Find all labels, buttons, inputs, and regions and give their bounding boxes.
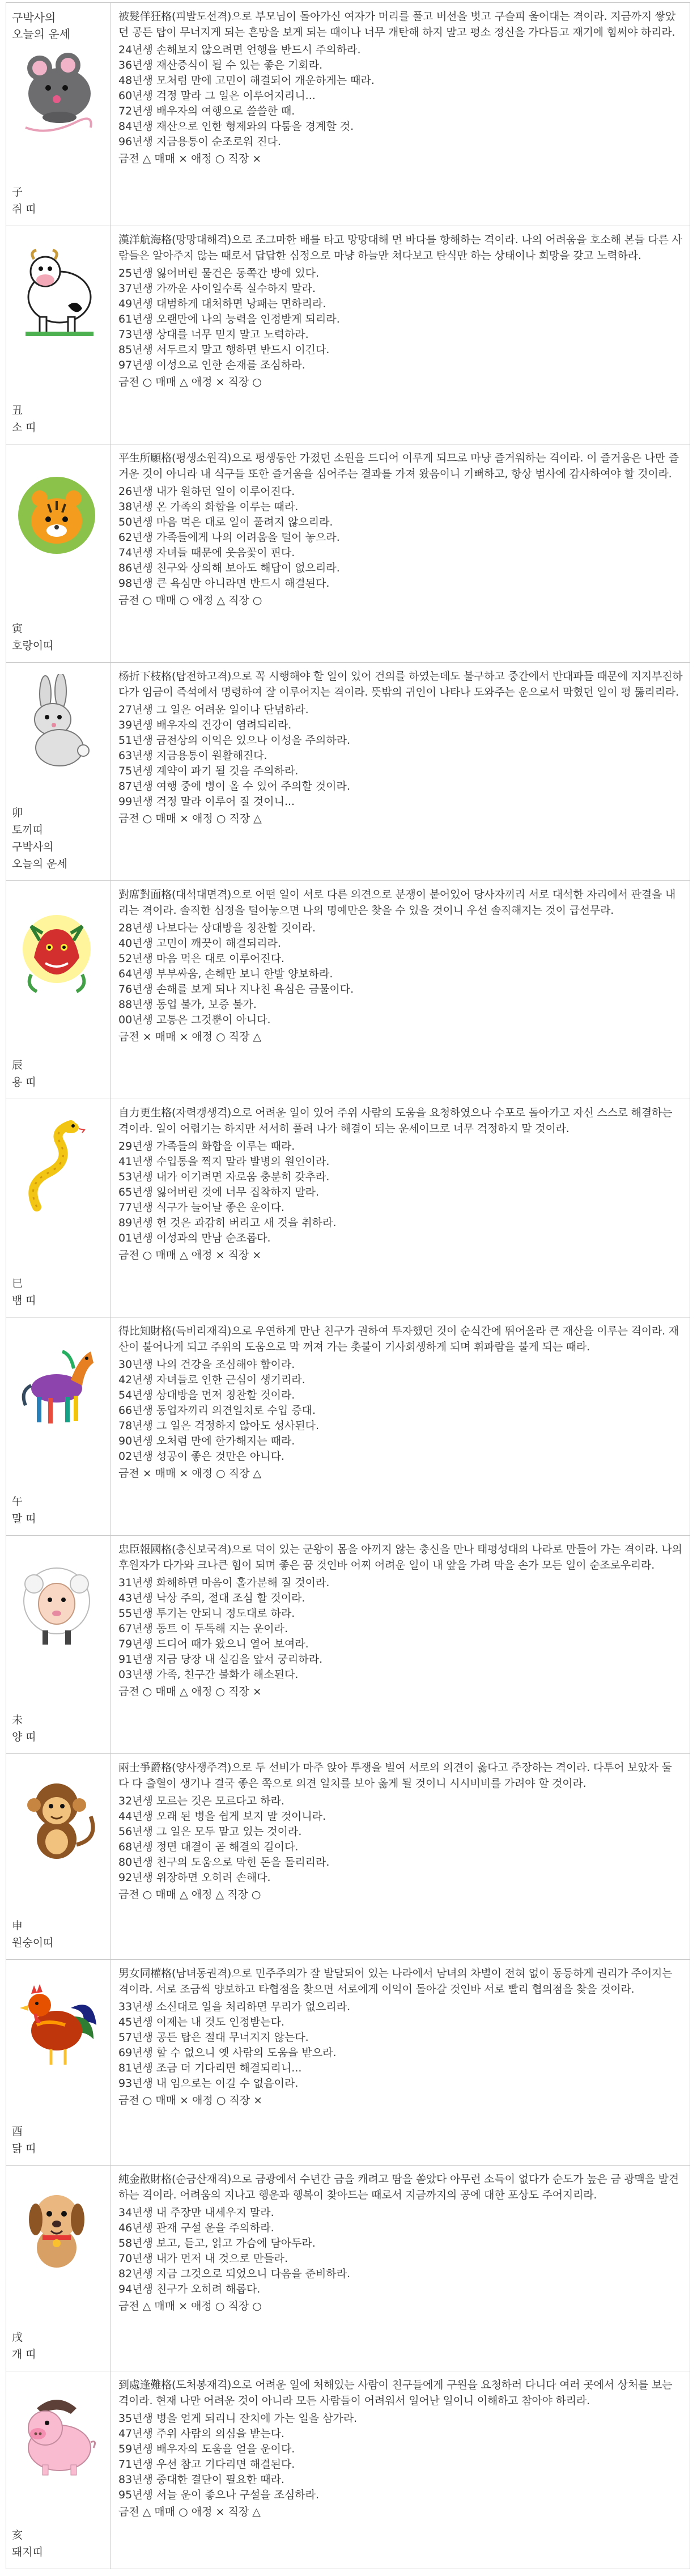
- year-fortune: 47년생 주위 사람의 의심을 받는다.: [118, 2427, 284, 2440]
- zodiac-row-rooster: [6, 1959, 690, 2166]
- zodiac-left-cell: [6, 226, 110, 444]
- zodiac-row-rabbit: [6, 662, 690, 881]
- year-fortune: 62년생 가족들에게 나의 어려움을 털어 놓으라.: [118, 531, 340, 544]
- fortune-summary: 금전 ○ 매매 △ 애정 × 직장 ○: [118, 376, 262, 388]
- year-fortune: 87년생 여행 중에 병이 올 수 있어 주의할 것이라.: [118, 780, 350, 793]
- fortune-intro: 對席對面格(대석대면격)으로 어떤 일이 서로 다른 의견으로 분쟁이 붙어있어 당사자끼리 서로 대석한 자리에서 판결을 내리는 격이라. 솔직한 심정을 털어놓으면 나의 명예만은 찾을 수 있을 것이니 우선 솔직해지는 것이 급선무라.: [118, 888, 676, 917]
- year-fortune: 66년생 동업자끼리 의견일치로 수입 증대.: [118, 1404, 316, 1417]
- year-fortune: 72년생 배우자의 여행으로 쓸쓸한 때.: [118, 105, 295, 117]
- zodiac-hanja: 丑: [12, 404, 23, 417]
- zodiac-row-pig: [6, 2371, 690, 2569]
- year-fortune: 30년생 나의 건강을 조심해야 함이라.: [118, 1358, 295, 1371]
- zodiac-left-cell: [6, 2166, 110, 2371]
- year-fortune: 25년생 잃어버린 물건은 동쪽간 방에 있다.: [118, 267, 320, 279]
- zodiac-row-dragon: [6, 880, 690, 1099]
- year-fortune: 55년생 투기는 안되니 정도대로 하라.: [118, 1607, 295, 1620]
- year-fortune: 26년생 내가 원하던 일이 이루어진다.: [118, 485, 295, 498]
- year-fortune: 46년생 관재 구설 운을 주의하라.: [118, 2222, 274, 2234]
- zodiac-left-cell: [6, 444, 110, 662]
- year-fortune: 93년생 내 임으로는 이길 수 없음이라.: [118, 2077, 299, 2090]
- zodiac-left-cell: [6, 1960, 110, 2165]
- fortune-summary: 금전 ○ 매매 × 애정 ○ 직장 △: [118, 812, 262, 825]
- caption-line: 구박사의: [12, 11, 56, 24]
- fortune-intro: 純金散財格(순금산재격)으로 금광에서 수년간 금을 캐려고 땀을 쏟았다 아무런 소득이 없다가 순도가 높은 금 광맥을 발견하는 격이라. 어려움의 지나고 행운과 행복이 찾아드는 때로서 지금까지의 공에 대한 포상도 주어지리라.: [118, 2173, 679, 2201]
- zodiac-right-cell: [110, 881, 690, 1099]
- zodiac-left-cell: [6, 2371, 110, 2569]
- zodiac-right-cell: [110, 1317, 690, 1535]
- year-fortune: 84년생 재산으로 인한 형제와의 다툼을 경계할 것.: [118, 120, 354, 133]
- year-fortune: 02년생 성공이 좋은 것만은 아니다.: [118, 1450, 284, 1463]
- zodiac-left-cell: [6, 881, 110, 1099]
- fortune-intro: 平生所願格(평생소원격)으로 평생동안 가졌던 소원을 드디어 이루게 되므로 마냥 즐거워하는 격이라. 이 즐거움은 나만 즐거운 것이 아니라 내 식구들 또한 즐거움을 심어주는 결과를 가져 왔음이니 기뻐하고, 항상 범사에 감사하여야 할 것이라.: [118, 452, 679, 480]
- zodiac-hanja: 午: [12, 1495, 23, 1508]
- zodiac-row-snake: [6, 1099, 690, 1317]
- zodiac-hanja: 寅: [12, 622, 23, 635]
- zodiac-label: [12, 2527, 43, 2561]
- zodiac-right-cell: [110, 1099, 690, 1317]
- year-fortune: 42년생 자녀들로 인한 근심이 생기리라.: [118, 1374, 305, 1386]
- year-fortune: 43년생 낙상 주의, 절대 조심 할 것이라.: [118, 1592, 305, 1604]
- fortune-intro: 自力更生格(자력갱생격)으로 어려운 일이 있어 주위 사람의 도움을 요청하였으나 수포로 돌아가고 자신 스스로 해결하는 격이라. 일이 어렵기는 하지만 서서히 풀려 나가 해결이 되는 운세이므로 너무 걱정하지 말 것이라.: [118, 1107, 673, 1135]
- year-fortune: 98년생 큰 욕심만 아니라면 반드시 해결된다.: [118, 577, 330, 590]
- year-fortune: 56년생 그 일은 모두 맡고 있는 것이라.: [118, 1825, 302, 1838]
- year-fortune: 94년생 친구가 오히려 해롭다.: [118, 2283, 261, 2295]
- year-fortune: 64년생 부부싸움, 손해만 보니 한발 양보하라.: [118, 968, 333, 980]
- zodiac-name: 돼지띠: [12, 2546, 44, 2558]
- year-fortune: 45년생 이제는 내 것도 인정받는다.: [118, 2016, 284, 2028]
- fortune-intro: 到處逢難格(도처봉재격)으로 어려운 일에 처해있는 사람이 친구들에게 구원을 요청하러 다니다 여러 곳에서 상처를 보는 격이라. 현재 나만 어려운 것이 아니라 모든 사람들이 어려워서 일어난 일이니 이해하고 참아야 하리라.: [118, 2379, 673, 2407]
- year-fortune: 99년생 걱정 말라 이루어 질 것이니...: [118, 795, 295, 808]
- year-fortune: 41년생 수입통을 찍지 말라 발병의 원인이라.: [118, 1155, 330, 1168]
- year-fortune: 31년생 화해하면 마음이 홀가분해 질 것이라.: [118, 1577, 330, 1589]
- year-fortune: 82년생 지금 그것으로 되었으니 다음을 준비하라.: [118, 2268, 351, 2280]
- pig-icon: [14, 2386, 99, 2482]
- fortune-intro: 杨折下枝格(탑전하고격)으로 꼭 시행해야 할 일이 있어 건의를 하였는데도 불구하고 중간에서 반대파들 때문에 지지부진하다가 임금이 즉석에서 명령하여 잘 이루어지는 격이라. 뜻밖의 귀인이 나타나 도와주는 운으로서 막혔던 일이 펑 뚫리리라.: [118, 670, 683, 698]
- year-fortune: 40년생 고민이 깨끗이 해결되리라.: [118, 937, 281, 950]
- fortune-summary: 금전 × 매매 × 애정 ○ 직장 △: [118, 1031, 262, 1043]
- fortune-summary: 금전 × 매매 × 애정 ○ 직장 △: [118, 1467, 262, 1480]
- fortune-summary: 금전 ○ 매매 △ 애정 △ 직장 ○: [118, 1888, 261, 1901]
- ox-icon: [14, 243, 99, 340]
- fortune-summary: 금전 ○ 매매 × 애정 ○ 직장 ×: [118, 2094, 263, 2107]
- fortune-intro: 兩士爭爵格(양사쟁주격)으로 두 선비가 마주 앉아 투쟁을 벌여 서로의 의견이 옳다고 주장하는 격이라. 다투어 보았자 둘 다 다 출혈이 생기나 결국 좋은 쪽으로 의견 일치를 보아 옳게 될 것이니 시시비비를 가려야 할 것이라.: [118, 1761, 672, 1790]
- year-fortune: 33년생 소신대로 일을 처리하면 무리가 없으리라.: [118, 2001, 351, 2013]
- year-fortune: 38년생 온 가족의 화합을 이루는 때라.: [118, 501, 299, 513]
- year-fortune: 61년생 오랜만에 나의 능력을 인정받게 되리라.: [118, 313, 340, 325]
- zodiac-right-cell: [110, 226, 690, 444]
- zodiac-hanja: 卯: [12, 807, 23, 819]
- year-fortune: 32년생 모르는 것은 모르다고 하라.: [118, 1795, 284, 1807]
- zodiac-name: 호랑이띠: [12, 639, 54, 652]
- snake-icon: [14, 1116, 99, 1213]
- zodiac-hanja: 酉: [12, 2125, 23, 2138]
- year-fortune: 89년생 헌 것은 과감히 버리고 새 것을 취하라.: [118, 1217, 337, 1229]
- zodiac-right-cell: [110, 663, 690, 880]
- zodiac-hanja: 巳: [12, 1277, 23, 1290]
- zodiac-right-cell: [110, 1754, 690, 1959]
- year-fortune: 03년생 가족, 친구간 불화가 해소된다.: [118, 1668, 299, 1681]
- year-fortune: 57년생 공든 탑은 절대 무너지지 않는다.: [118, 2031, 309, 2044]
- year-fortune: 27년생 그 일은 어려운 일이나 단념하라.: [118, 704, 309, 716]
- year-fortune: 50년생 마음 먹은 대로 일이 풀려지 않으리라.: [118, 516, 333, 528]
- caption-line: 구박사의: [12, 841, 54, 853]
- monkey-icon: [14, 1771, 99, 1867]
- year-fortune: 77년생 식구가 늘어날 좋은 운이다.: [118, 1201, 284, 1214]
- zodiac-left-cell: [6, 1317, 110, 1535]
- fortune-intro: 得比知財格(득비리재격)으로 우연하게 만난 친구가 권하여 투자했던 것이 순식간에 뛰어올라 큰 재산을 이루는 격이라. 재산이 불어나게 되고 주위의 도움으로 막 꺼져 가는 촛불이 기사회생하게 되며 휘파람을 불게 되는 때라.: [118, 1325, 679, 1353]
- zodiac-name: 뱀 띠: [12, 1294, 36, 1307]
- zodiac-label: [12, 402, 36, 436]
- zodiac-name: 개 띠: [12, 2348, 36, 2361]
- year-fortune: 90년생 오처럼 만에 한가해지는 때라.: [118, 1435, 295, 1447]
- year-fortune: 76년생 손해를 보게 되나 지나친 욕심은 금물이다.: [118, 983, 354, 995]
- zodiac-hanja: 戌: [12, 2331, 23, 2344]
- fortune-summary: 금전 △ 매매 × 애정 ○ 직장 ×: [118, 152, 262, 165]
- year-fortune: 75년생 계약이 파기 될 것을 주의하라.: [118, 765, 299, 777]
- zodiac-hanja: 未: [12, 1714, 23, 1726]
- rooster-icon: [14, 1974, 99, 2070]
- year-fortune: 68년생 정면 대결이 곧 해결의 길이다.: [118, 1841, 299, 1853]
- dog-icon: [14, 2180, 99, 2276]
- zodiac-row-horse: [6, 1317, 690, 1536]
- zodiac-name: 말 띠: [12, 1512, 36, 1525]
- fortune-summary: 금전 △ 매매 × 애정 ○ 직장 ○: [118, 2300, 262, 2312]
- zodiac-name: 쥐 띠: [12, 203, 36, 215]
- zodiac-name: 원숭이띠: [12, 1937, 54, 1949]
- year-fortune: 34년생 내 주장만 내세우지 말라.: [118, 2206, 274, 2219]
- rat-icon: [14, 43, 99, 139]
- year-fortune: 78년생 그 일은 걱정하지 않아도 성사된다.: [118, 1420, 320, 1432]
- zodiac-left-cell: [6, 3, 110, 226]
- rabbit-icon: [14, 674, 99, 770]
- year-fortune: 67년생 동트 이 두독해 지는 운이라.: [118, 1622, 288, 1635]
- zodiac-label: [12, 1057, 36, 1091]
- zodiac-label: [12, 2329, 36, 2363]
- year-fortune: 58년생 보고, 듣고, 읽고 가슴에 담아두라.: [118, 2237, 316, 2249]
- year-fortune: 85년생 서두르지 말고 행하면 반드시 이긴다.: [118, 344, 330, 356]
- year-fortune: 60년생 걱정 말라 그 일은 이루어지리니...: [118, 90, 316, 102]
- year-fortune: 65년생 잃어버린 것에 너무 집착하지 말라.: [118, 1186, 320, 1198]
- column-caption: [12, 10, 70, 43]
- year-fortune: 71년생 우선 참고 기다리면 해결된다.: [118, 2458, 295, 2471]
- fortune-intro: 被髮佯狂格(피발도선격)으로 부모님이 돌아가신 여자가 머리를 풀고 버선을 벗고 구슬피 울어대는 격이라. 지금까지 쌓았던 공든 탑이 무너지게 되는 흔망을 보게 되는 때이나 너무 개탄해 하지 말고 평소 정신을 가다듬고 재기에 힘써야 하리라.: [118, 10, 676, 39]
- year-fortune: 96년생 지금용통이 순조로워 진다.: [118, 135, 281, 148]
- zodiac-left-cell: [6, 1536, 110, 1753]
- zodiac-hanja: 申: [12, 1920, 23, 1932]
- zodiac-name: 소 띠: [12, 421, 36, 434]
- zodiac-label: [12, 2123, 36, 2157]
- zodiac-row-tiger: [6, 444, 690, 663]
- year-fortune: 54년생 상대방을 먼저 칭찬할 것이라.: [118, 1389, 295, 1401]
- zodiac-name: 토끼띠: [12, 824, 44, 836]
- zodiac-right-cell: [110, 2166, 690, 2371]
- year-fortune: 92년생 위장하면 오히려 손해다.: [118, 1871, 271, 1884]
- year-fortune: 44년생 오래 된 병을 쉽게 보지 말 것이니라.: [118, 1810, 326, 1823]
- year-fortune: 91년생 지금 당장 내 실김을 앞서 궁리하라.: [118, 1653, 323, 1666]
- zodiac-left-cell: [6, 663, 110, 880]
- year-fortune: 00년생 고통은 그것뿐이 아니다.: [118, 1014, 271, 1026]
- zodiac-row-ox: [6, 226, 690, 444]
- year-fortune: 74년생 자녀들 때문에 웃음꽃이 핀다.: [118, 546, 295, 559]
- year-fortune: 29년생 가족들의 화합을 이루는 때라.: [118, 1140, 295, 1153]
- zodiac-hanja: 辰: [12, 1059, 23, 1071]
- zodiac-right-cell: [110, 1536, 690, 1753]
- sheep-icon: [14, 1556, 99, 1652]
- year-fortune: 63년생 지금용통이 원활해진다.: [118, 749, 267, 762]
- zodiac-left-cell: [6, 1754, 110, 1959]
- year-fortune: 86년생 친구와 상의해 보아도 해답이 없으리라.: [118, 562, 340, 574]
- fortune-summary: 금전 ○ 매매 △ 애정 × 직장 ×: [118, 1249, 262, 1261]
- fortune-summary: 금전 △ 매매 ○ 애정 × 직장 △: [118, 2506, 261, 2518]
- zodiac-label: [12, 804, 67, 872]
- zodiac-label: [12, 1493, 36, 1527]
- fortune-summary: 금전 ○ 매매 △ 애정 ○ 직장 ×: [118, 1685, 262, 1698]
- year-fortune: 36년생 재산증식이 될 수 있는 좋은 기회라.: [118, 59, 323, 71]
- year-fortune: 69년생 할 수 없으니 옛 사람의 도움을 받으라.: [118, 2047, 337, 2059]
- year-fortune: 79년생 드디어 때가 왔으니 열어 보여라.: [118, 1638, 309, 1650]
- year-fortune: 83년생 중대한 결단이 필요한 때라.: [118, 2473, 284, 2486]
- fortune-intro: 忠臣報國格(충신보국격)으로 덕이 있는 군왕이 몸을 아끼지 않는 충신을 만나 태평성대의 나라로 만들어 가는 격이라. 나의 후원자가 다가와 크나큰 힘이 되며 좋은 꿈 것인바 어찌 어려운 일이 내 앞을 가려 막을 손가 모든 일이 순조로우리라.: [118, 1543, 682, 1571]
- zodiac-name: 양 띠: [12, 1731, 36, 1743]
- zodiac-left-cell: [6, 1099, 110, 1317]
- year-fortune: 37년생 가까운 사이일수록 실수하지 말라.: [118, 282, 316, 295]
- dragon-icon: [14, 901, 99, 997]
- year-fortune: 53년생 내가 이기려면 자로움 충분히 갖추라.: [118, 1171, 330, 1183]
- year-fortune: 35년생 병을 얻게 되리니 잔치에 가는 일을 삼가라.: [118, 2412, 358, 2425]
- zodiac-label: [12, 1275, 36, 1309]
- zodiac-label: [12, 184, 36, 218]
- horse-icon: [14, 1334, 99, 1431]
- fortune-summary: 금전 ○ 매매 ○ 애정 △ 직장 ○: [118, 594, 262, 607]
- zodiac-row-monkey: [6, 1753, 690, 1960]
- fortune-intro: 男女同權格(남녀동권격)으로 민주주의가 잘 발달되어 있는 나라에서 남녀의 차별이 전혀 없이 동등하게 권리가 주어지는 격이라. 서로 조금씩 양보하고 타협점을 찾으면 서로에게 이익이 돌아갈 것인바 서로 빨리 협의점을 찾을 것이라.: [118, 1967, 673, 1995]
- year-fortune: 81년생 조금 더 기다리면 해결되리니...: [118, 2062, 302, 2074]
- zodiac-hanja: 子: [12, 186, 23, 198]
- zodiac-label: [12, 620, 53, 654]
- year-fortune: 24년생 손해보지 않으려면 언행을 반드시 주의하라.: [118, 44, 361, 56]
- year-fortune: 70년생 내가 먼저 내 것으로 만들라.: [118, 2252, 288, 2265]
- year-fortune: 97년생 이성으로 인한 손재를 조심하라.: [118, 359, 305, 371]
- zodiac-row-dog: [6, 2165, 690, 2371]
- year-fortune: 52년생 마음 먹은 대로 이루어진다.: [118, 952, 284, 965]
- zodiac-row-sheep: [6, 1535, 690, 1754]
- zodiac-right-cell: [110, 444, 690, 662]
- year-fortune: 73년생 상대를 너무 믿지 말고 노력하라.: [118, 328, 309, 341]
- caption-line: 오늘의 운세: [12, 858, 67, 870]
- year-fortune: 48년생 모처럼 만에 고민이 해결되어 개운하게는 때라.: [118, 74, 375, 87]
- zodiac-label: [12, 1917, 53, 1951]
- zodiac-right-cell: [110, 2371, 690, 2569]
- fortune-intro: 漢洋航海格(망망대해격)으로 조그마한 배를 타고 망망대해 먼 바다를 항해하는 격이라. 나의 어려움을 호소해 본들 다른 사람들은 알아주지 않는 때로서 답답한 심정으로 마냥 하늘만 쳐다보고 탄식만 하는 상태이나 희망을 갖고 노력하라.: [118, 234, 682, 262]
- year-fortune: 39년생 배우자의 건강이 염려되리라.: [118, 719, 292, 731]
- zodiac-right-cell: [110, 1960, 690, 2165]
- year-fortune: 01년생 이성과의 만남 순조롭다.: [118, 1232, 271, 1244]
- caption-line: 오늘의 운세: [12, 27, 70, 41]
- zodiac-name: 용 띠: [12, 1076, 36, 1088]
- zodiac-hanja: 亥: [12, 2529, 23, 2541]
- tiger-icon: [14, 467, 99, 564]
- zodiac-label: [12, 1711, 36, 1745]
- year-fortune: 88년생 동업 불가, 보증 불가.: [118, 998, 257, 1011]
- year-fortune: 95년생 서늘 운이 좋으나 구설을 조심하라.: [118, 2489, 320, 2501]
- zodiac-name: 닭 띠: [12, 2142, 36, 2155]
- year-fortune: 51년생 금전상의 이익은 있으나 이성을 주의하라.: [118, 734, 351, 747]
- year-fortune: 59년생 배우자의 도움을 얻을 운이다.: [118, 2443, 295, 2455]
- year-fortune: 80년생 친구의 도움으로 막힌 돈을 돌리리라.: [118, 1856, 330, 1869]
- year-fortune: 28년생 나보다는 상대방을 칭찬할 것이라.: [118, 922, 316, 934]
- year-fortune: 49년생 대범하게 대처하면 낭패는 면하리라.: [118, 298, 326, 310]
- zodiac-right-cell: [110, 3, 690, 226]
- zodiac-row-rat: [6, 2, 690, 226]
